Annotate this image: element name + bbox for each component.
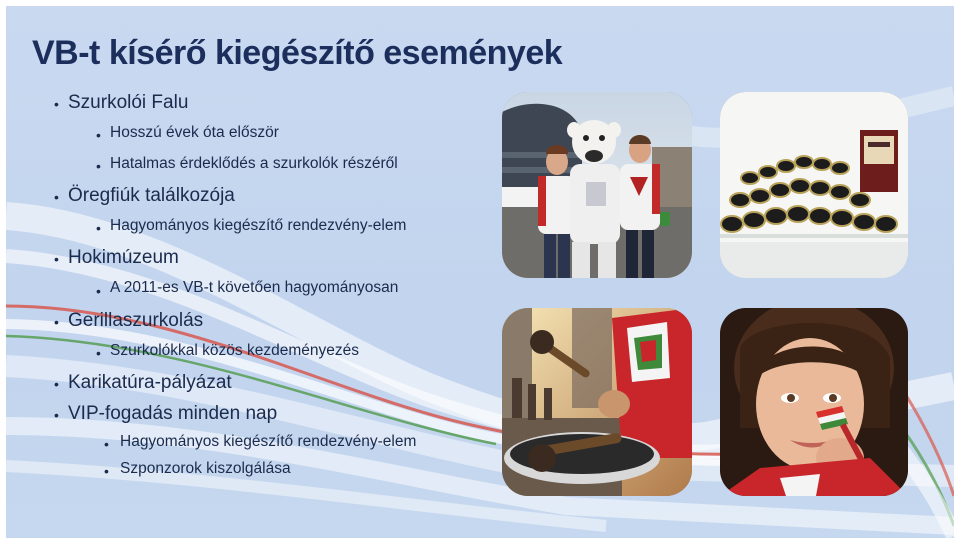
bullet-dot: •: [104, 436, 109, 452]
sub-bullet-item: Szponzorok kiszolgálása: [120, 460, 291, 477]
mascot-fans-image: [502, 92, 692, 278]
pucks-trophy-photo: [720, 92, 908, 278]
bullet-dot: •: [54, 376, 59, 392]
bullet-item: Öregfiúk találkozója: [68, 185, 235, 206]
bullet-dot: •: [96, 127, 101, 143]
sub-bullet-item: Hagyományos kiegészítő rendezvény-elem: [120, 433, 417, 450]
pucks-trophy-image: [720, 92, 908, 278]
bullet-dot: •: [54, 314, 59, 330]
bullet-dot: •: [54, 189, 59, 205]
bullet-dot: •: [96, 220, 101, 236]
bullet-dot: •: [96, 158, 101, 174]
drummer-fans-image: [502, 308, 692, 496]
bullet-dot: •: [54, 407, 59, 423]
face-paint-fan-image: [720, 308, 908, 496]
drummer-fans-photo: [502, 308, 692, 496]
bullet-item: Hokimúzeum: [68, 247, 179, 268]
slide: [6, 6, 954, 538]
bullet-item: Karikatúra-pályázat: [68, 372, 232, 393]
sub-bullet-item: Hagyományos kiegészítő rendezvény-elem: [110, 217, 407, 234]
bullet-item: VIP-fogadás minden nap: [68, 403, 278, 424]
bullet-item: Gerillaszurkolás: [68, 310, 204, 331]
bullet-dot: •: [96, 345, 101, 361]
bullet-dot: •: [96, 283, 101, 299]
bullet-dot: •: [54, 251, 59, 267]
mascot-fans-photo: [502, 92, 692, 278]
face-paint-fan-photo: [720, 308, 908, 496]
sub-bullet-item: Szurkolókkal közös kezdeményezés: [110, 342, 359, 359]
bullet-item: Szurkolói Falu: [68, 92, 189, 113]
bullet-dot: •: [104, 463, 109, 479]
slide-title: VB-t kísérő kiegészítő események: [32, 34, 563, 72]
sub-bullet-item: Hosszú évek óta először: [110, 124, 279, 141]
bullet-dot: •: [54, 96, 59, 112]
sub-bullet-item: Hatalmas érdeklődés a szurkolók részéről: [110, 155, 398, 172]
sub-bullet-item: A 2011-es VB-t követően hagyományosan: [110, 279, 399, 296]
